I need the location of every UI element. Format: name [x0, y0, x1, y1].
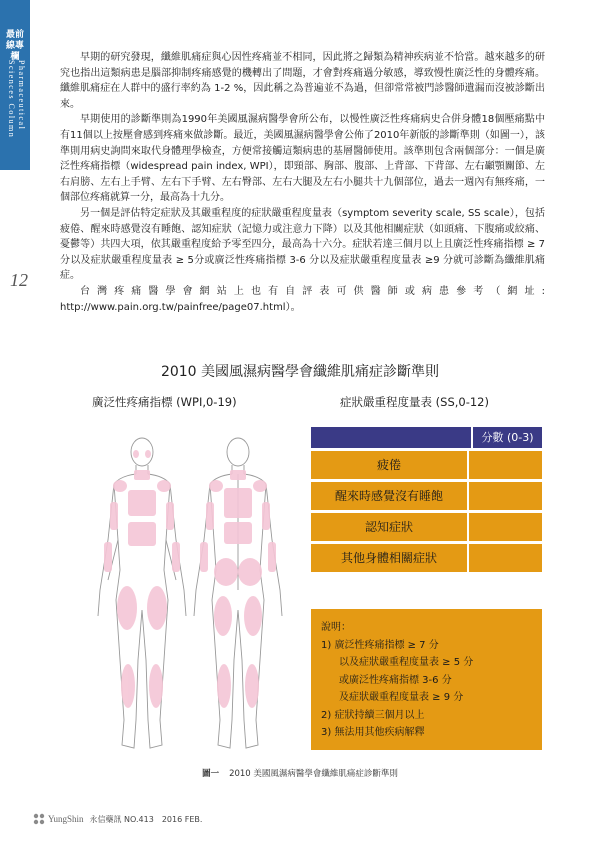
figure-number: 圖一 — [202, 769, 220, 779]
section-title-cn: 最前線專欄 — [5, 30, 24, 62]
table-row — [311, 544, 542, 572]
note-line: 或廣泛性疼痛指標 3-6 分 — [339, 674, 452, 686]
score-cell — [469, 482, 542, 510]
symptom-label: 疲倦 — [311, 451, 467, 479]
symptom-label: 醒來時感覺沒有睡飽 — [311, 482, 467, 510]
yungshin-logo-icon — [32, 812, 46, 826]
score-cell — [469, 451, 542, 479]
section-sidebar — [0, 0, 30, 170]
page-footer — [32, 812, 210, 826]
note-line: 2) 症狀持續三個月以上 — [321, 709, 425, 721]
paragraph: 早期使用的診斷準則為1990年美國風濕病醫學會所公布，以慢性廣泛性疼痛病史合併身體18個壓痛點中有11個以上按壓會感到疼痛來做診斷。最近，美國風濕病醫學會公佈了2010年新版的診斷準則（如圖一），該準則用病史詢問來取代身體理學檢查，方便常接觸這類病患的基層醫師使用。該準則包含兩個部分：一個是廣泛性疼痛指標（widespread pain index, WPI），即頸部、胸部、腹部、上背部、下背部、左右顳顎關節、左右肩膀、左右上手臂、左右下手臂、左右臀部、左右大腿及左右小腿共十九個部位，過去一週內有無疼痛，一個部位疼痛就算一分，最高為十九分。 — [60, 114, 545, 204]
note-line: 1) 廣泛性疼痛指標 ≥ 7 分 — [321, 639, 439, 651]
paragraph: 另一個是評估特定症狀及其嚴重程度的症狀嚴重程度量表（symptom severity scale, SS scale），包括疲倦、醒來時感覺沒有睡飽、認知症狀（記憶力或注意力下降）以及其他相關症狀（如頭痛、下腹痛或絞痛、憂鬱等）共四大項，依其嚴重程度給予零至四分，最高為十六分。症狀若達三個月以上且廣泛性疼痛指標 ≥ 7分以及症狀嚴重程度量表 ≥ 5分或廣泛性疼痛指標 3-6 分以及症狀嚴重程度量表 ≥9 分就可診斷為纖維肌痛症。 — [60, 207, 545, 282]
body-back-figure — [194, 438, 282, 748]
page-number: 12 — [10, 270, 28, 290]
note-line: 3) 無法用其他疾病解釋 — [321, 727, 425, 738]
wpi-title: 廣泛性疼痛指標 (WPI,0-19) — [92, 395, 237, 409]
caption-text: 2010 美國風濕病醫學會纖維肌痛症診斷準則 — [229, 769, 398, 779]
note-line: 以及症狀嚴重程度量表 ≥ 5 分 — [339, 657, 474, 668]
publication-date: 2016 FEB. — [161, 814, 203, 824]
note-line: 說明： — [321, 622, 351, 633]
criteria-note-box — [311, 609, 542, 750]
paragraph: 早期的研究發現，纖維肌痛症與心因性疼痛並不相同，因此將之歸類為精神疾病並不恰當。越來越多的研究也指出這類病患是腦部抑制疼痛感覺的機轉出了問題，才會對疼痛過分敏感，導致慢性廣泛性的身體疼痛。纖維肌痛症在人群中的盛行率約為 1-2 %，因此稱之為普遍並不為過，但卻常常被門診醫師遺漏而沒被診斷出來。 — [60, 52, 545, 110]
section-title-en: Pharmaceutical Sciences Column — [7, 60, 26, 139]
score-column-header: 分數 (0-3) — [471, 427, 542, 448]
article-body — [60, 50, 545, 315]
score-cell — [469, 513, 542, 541]
symptom-label: 其他身體相關症狀 — [311, 544, 467, 572]
table-header-row — [311, 427, 542, 448]
publication-name: 永信藥訊 NO.413 — [89, 814, 154, 824]
ss-scale-table — [311, 427, 542, 572]
pain-marker — [104, 450, 180, 708]
score-cell — [469, 544, 542, 572]
table-row — [311, 451, 542, 479]
paragraph: 台灣疼痛醫學會網站上也有自評表可供醫師或病患參考（網址: http://www.pain.org.tw/painfree/page07.html）。 — [60, 285, 545, 313]
logo-text: YungShin — [48, 814, 84, 824]
table-row — [311, 482, 542, 510]
figure-title: 2010 美國風濕病醫學會纖維肌痛症診斷準則 — [160, 364, 440, 380]
symptom-label: 認知症狀 — [311, 513, 467, 541]
table-row — [311, 513, 542, 541]
ss-title: 症狀嚴重程度量表 (SS,0-12) — [340, 395, 489, 409]
body-front-figure — [98, 438, 186, 748]
figure-caption — [0, 767, 600, 779]
note-line: 及症狀嚴重程度量表 ≥ 9 分 — [339, 692, 464, 703]
body-diagram — [90, 430, 290, 760]
